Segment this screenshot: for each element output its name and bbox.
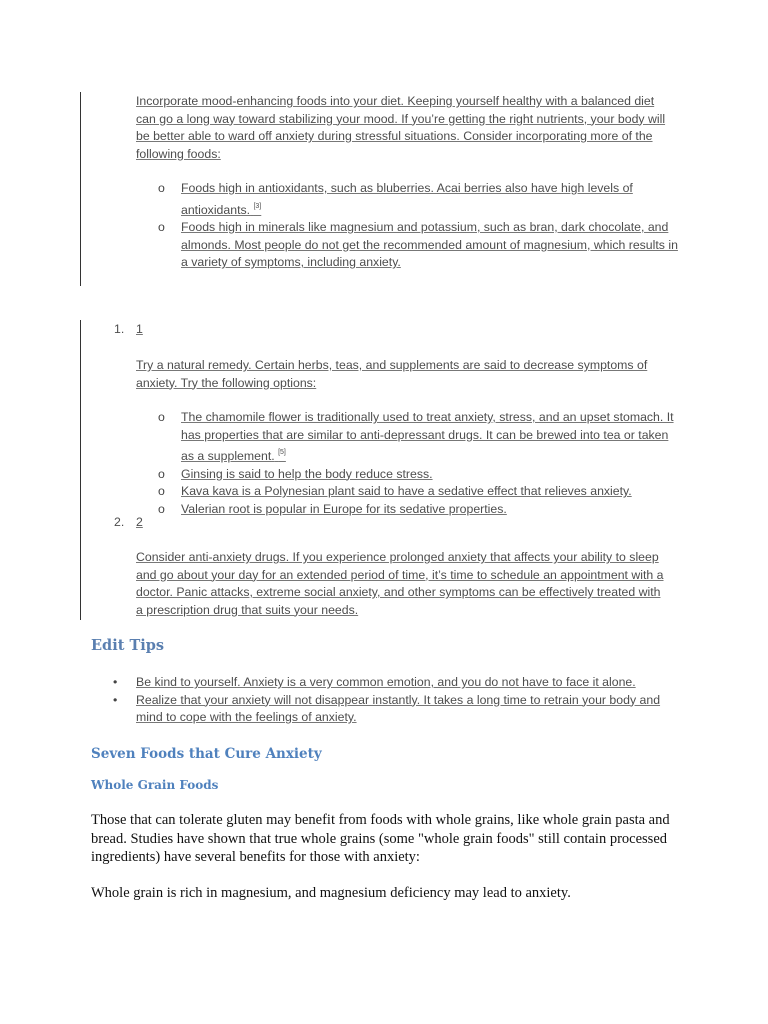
list-marker: o (158, 501, 165, 516)
list-item-text: Be kind to yourself. Anxiety is a very common emotion, and you do not have to face it alone. (136, 675, 636, 689)
article-subtitle: Whole Grain Foods (91, 778, 219, 792)
list-item-text: Foods high in antioxidants, such as bluberries. Acai berries also have high levels of antioxidants. (181, 181, 633, 217)
list-item-text: Ginsing is said to help the body reduce stress. (181, 466, 433, 481)
list-item (158, 466, 680, 484)
list-item (158, 180, 680, 219)
list-item-text: Foods high in minerals like magnesium and potassium, such as bran, dark chocolate, and almonds. Most people do not get the recommended amount of magnesium, which results in a variety of symptoms, including anxiety. (181, 220, 678, 269)
list-item-text: Kava kava is a Polynesian plant said to have a sedative effect that relieves anxiety. (181, 484, 632, 498)
list-item-text: Realize that your anxiety will not disappear instantly. It takes a long time to retrain your body and mind to cope with the feelings of anxiety. (136, 692, 661, 724)
number-value: 1 (136, 322, 143, 336)
change-bar (80, 320, 81, 620)
list-item-text: The chamomile flower is traditionally used to treat anxiety, stress, and an upset stomach. It has properties that are similar to anti-depressant drugs. It can be brewed into tea or taken as a supplement. (181, 410, 674, 463)
list-item (158, 409, 680, 466)
list-item (158, 483, 680, 501)
list-marker: o (158, 220, 165, 234)
numbered-item-2 (114, 514, 143, 532)
article-title: Seven Foods that Cure Anxiety (91, 746, 322, 762)
body-paragraph: Whole grain is rich in magnesium, and magnesium deficiency may lead to anxiety. (91, 885, 571, 901)
body-paragraph: Those that can tolerate gluten may benefit from foods with whole grains, like whole grain pasta and bread. Studies have shown that true whole grains (some "whole grain foods" still contain processed ingredients) have several benefits for those with anxiety: (91, 812, 670, 865)
change-bar (80, 92, 81, 286)
foods-list (158, 180, 680, 272)
list-marker: o (158, 181, 165, 195)
numbered-item-1 (114, 321, 143, 339)
number-value: 2 (136, 515, 143, 529)
list-item (113, 692, 673, 727)
list-marker: o (158, 410, 165, 424)
anti-anxiety-drugs-paragraph: Consider anti-anxiety drugs. If you experience prolonged anxiety that affects your ability to sleep and go about your day for an extended period of time, it’s time to schedule an appointment with a doctor. Panic attacks, extreme social anxiety, and other symptoms can be effectively treated with a prescription drug that suits your needs. (136, 550, 664, 617)
remedies-list (158, 409, 680, 518)
citation-ref[interactable]: [5] (278, 449, 286, 456)
bullet-marker: • (113, 675, 118, 689)
citation-ref[interactable]: [3] (253, 202, 262, 210)
bullet-marker: • (113, 692, 118, 707)
number-label: 1. (114, 322, 125, 336)
natural-remedy-paragraph: Try a natural remedy. Certain herbs, teas, and supplements are said to decrease symptoms of anxiety. Try the following options: (136, 358, 648, 390)
foods-intro-paragraph: Incorporate mood-enhancing foods into your diet. Keeping yourself healthy with a balanced diet can go a long way toward stabilizing your mood. If you’re getting the right nutrients, your body will be better able to ward off anxiety during stressful situations. Consider incorporating more of the following foods: (136, 94, 666, 161)
tips-heading: Edit Tips (91, 637, 165, 654)
list-item (158, 219, 680, 272)
list-item-text: Valerian root is popular in Europe for its sedative properties. (181, 501, 507, 516)
tips-list (113, 674, 673, 727)
list-marker: o (158, 466, 165, 481)
list-marker: o (158, 484, 165, 498)
list-item (158, 501, 680, 519)
list-item (113, 674, 673, 692)
number-label: 2. (114, 515, 125, 529)
